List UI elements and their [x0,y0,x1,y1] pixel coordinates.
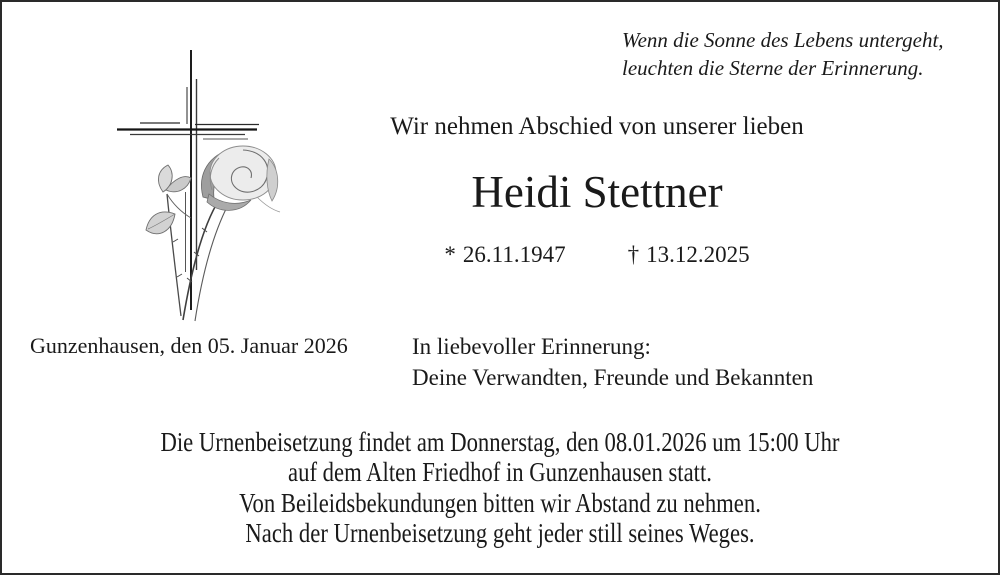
birth-date-value: 26.11.1947 [462,242,566,267]
rose-icon [146,146,280,321]
deceased-name: Heidi Stettner [471,167,723,217]
cross-and-rose-illustration [107,42,297,332]
funeral-line-4: Nach der Urnenbeisetzung geht jeder still seines Weges. [245,518,755,549]
epigraph-line-2: leuchten die Sterne der Erinnerung. [622,56,924,80]
death-date [628,242,750,268]
funeral-line-1: Die Urnenbeisetzung findet am Donnerstag, den 08.01.2026 um 15:00 Uhr [160,427,840,457]
funeral-line-3: Von Beileidsbekundungen bitten wir Abstand zu nehmen. [239,487,761,518]
born-symbol: * [444,242,456,267]
funeral-info-block [82,427,919,549]
intro-line: Wir nehmen Abschied von unserer lieben [390,113,804,140]
funeral-line-2: auf dem Alten Friedhof in Gunzenhausen statt. [288,457,712,488]
epigraph [622,26,944,82]
remembrance-line-2: Deine Verwandten, Freunde und Bekannten [412,365,814,390]
place-dateline: Gunzenhausen, den 05. Januar 2026 [30,333,348,358]
life-dates [352,242,842,268]
death-date-value: 13.12.2025 [646,242,750,267]
remembrance-block [412,331,813,393]
remembrance-line-1: In liebevoller Erinnerung: [412,334,651,359]
epigraph-line-1: Wenn die Sonne des Lebens untergeht, [622,28,944,52]
cross-dagger-symbol: † [627,242,640,267]
birth-date [444,242,565,268]
